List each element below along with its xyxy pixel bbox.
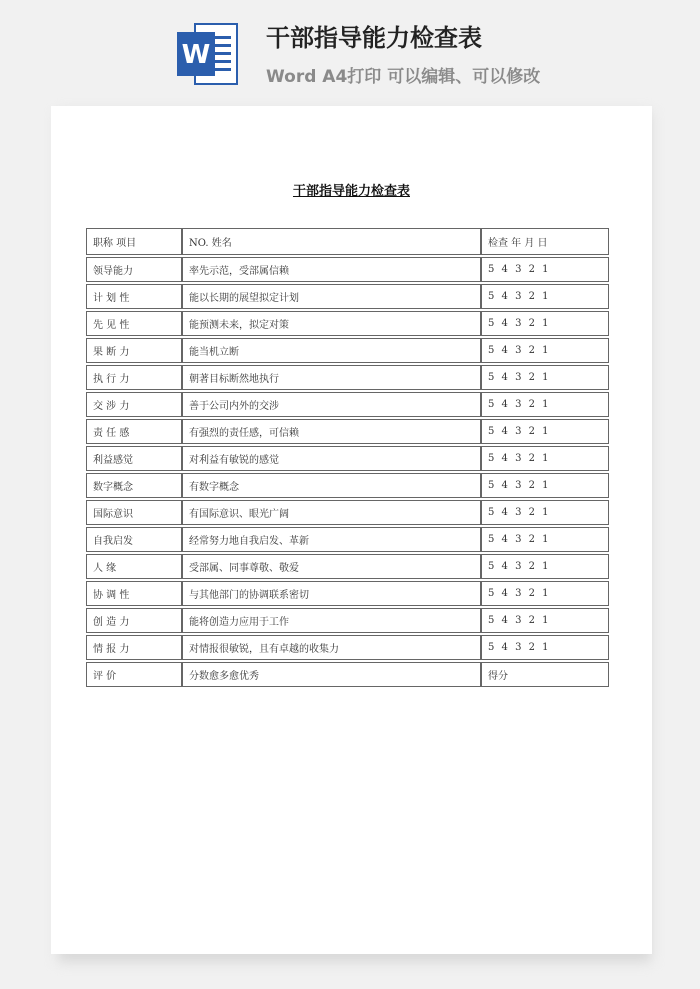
row-description: 对利益有敏锐的感觉	[182, 446, 481, 471]
row-description: 有数字概念	[182, 473, 481, 498]
row-score: 5 4 3 2 1	[481, 365, 609, 390]
table-row	[86, 608, 609, 633]
row-item: 人 缘	[86, 554, 182, 579]
row-score: 5 4 3 2 1	[481, 392, 609, 417]
row-score: 5 4 3 2 1	[481, 311, 609, 336]
row-score: 5 4 3 2 1	[481, 635, 609, 660]
table-footer-row	[86, 662, 609, 687]
page-subtitle: Word A4打印 可以编辑、可以修改	[266, 67, 541, 87]
table-row	[86, 635, 609, 660]
table-row	[86, 554, 609, 579]
row-description: 有国际意识、眼光广阔	[182, 500, 481, 525]
table-row	[86, 284, 609, 309]
svg-text:W: W	[181, 40, 211, 70]
row-item: 协 调 性	[86, 581, 182, 606]
footer-item: 评 价	[86, 662, 182, 687]
row-item: 交 涉 力	[86, 392, 182, 417]
row-item: 创 造 力	[86, 608, 182, 633]
table-row	[86, 365, 609, 390]
row-description: 与其他部门的协调联系密切	[182, 581, 481, 606]
row-score: 5 4 3 2 1	[481, 473, 609, 498]
table-row	[86, 338, 609, 363]
header-cell-name: NO. 姓名	[182, 228, 481, 255]
row-score: 5 4 3 2 1	[481, 419, 609, 444]
row-score: 5 4 3 2 1	[481, 581, 609, 606]
page-title: 干部指导能力检查表	[266, 24, 482, 52]
row-description: 率先示范，受部属信赖	[182, 257, 481, 282]
document-title: 干部指导能力检查表	[292, 184, 410, 199]
row-description: 经常努力地自我启发、革新	[182, 527, 481, 552]
row-score: 5 4 3 2 1	[481, 284, 609, 309]
table-row	[86, 257, 609, 282]
row-description: 能预测未来，拟定对策	[182, 311, 481, 336]
row-score: 5 4 3 2 1	[481, 608, 609, 633]
row-item: 计 划 性	[86, 284, 182, 309]
row-item: 先 见 性	[86, 311, 182, 336]
footer-score: 得分	[481, 662, 609, 687]
row-description: 有强烈的责任感，可信赖	[182, 419, 481, 444]
row-score: 5 4 3 2 1	[481, 338, 609, 363]
row-item: 果 断 力	[86, 338, 182, 363]
row-description: 朝著目标断然地执行	[182, 365, 481, 390]
row-description: 能以长期的展望拟定计划	[182, 284, 481, 309]
row-score: 5 4 3 2 1	[481, 500, 609, 525]
table-row	[86, 419, 609, 444]
document-page	[51, 106, 652, 954]
table-row	[86, 581, 609, 606]
table-row	[86, 311, 609, 336]
footer-description: 分数愈多愈优秀	[182, 662, 481, 687]
row-item: 执 行 力	[86, 365, 182, 390]
table-row	[86, 473, 609, 498]
table-row	[86, 392, 609, 417]
row-item: 领导能力	[86, 257, 182, 282]
row-item: 数字概念	[86, 473, 182, 498]
word-document-icon	[177, 22, 239, 86]
row-item: 国际意识	[86, 500, 182, 525]
row-item: 自我启发	[86, 527, 182, 552]
row-description: 对情报很敏锐，且有卓越的收集力	[182, 635, 481, 660]
table-header-row	[86, 228, 609, 255]
table-row	[86, 500, 609, 525]
table-row	[86, 446, 609, 471]
row-score: 5 4 3 2 1	[481, 257, 609, 282]
row-score: 5 4 3 2 1	[481, 446, 609, 471]
row-description: 善于公司内外的交涉	[182, 392, 481, 417]
row-item: 利益感觉	[86, 446, 182, 471]
row-score: 5 4 3 2 1	[481, 554, 609, 579]
row-score: 5 4 3 2 1	[481, 527, 609, 552]
table-row	[86, 527, 609, 552]
header-cell-date: 检查 年 月 日	[481, 228, 609, 255]
header-cell-item: 职称 项目	[86, 228, 182, 255]
row-description: 能当机立断	[182, 338, 481, 363]
row-description: 受部属、同事尊敬、敬爱	[182, 554, 481, 579]
row-description: 能将创造力应用于工作	[182, 608, 481, 633]
row-item: 情 报 力	[86, 635, 182, 660]
row-item: 责 任 感	[86, 419, 182, 444]
header	[0, 0, 700, 104]
inspection-table	[86, 226, 609, 689]
